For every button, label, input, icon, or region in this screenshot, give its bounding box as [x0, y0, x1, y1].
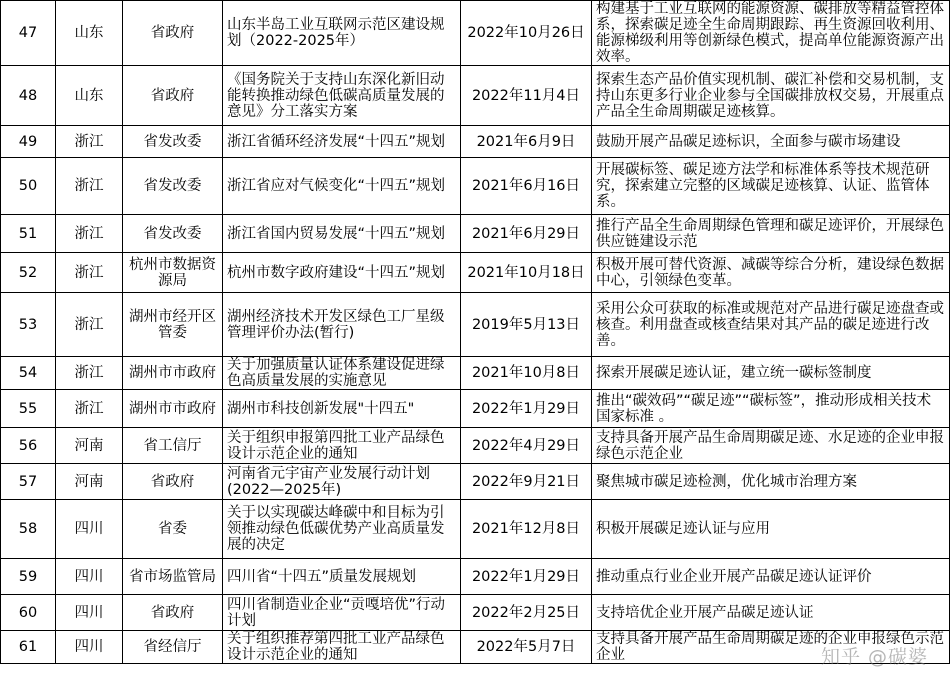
row-number: 50 [1, 158, 56, 215]
policy-title-cell: 湖州经济技术开发区绿色工厂星级管理评价办法(暂行) [223, 293, 461, 357]
row-number: 48 [1, 66, 56, 126]
department-cell: 省经信厅 [123, 631, 223, 664]
table-row [1, 631, 950, 664]
department-cell: 省发改委 [123, 126, 223, 158]
date-cell: 2019年5月13日 [461, 293, 592, 357]
policy-title-cell: 浙江省应对气候变化“十四五”规划 [223, 158, 461, 215]
content-cell: 采用公众可获取的标准或规范对产品进行碳足迹盘查或核查。利用盘查或核查结果对其产品的碳足迹进行改善。 [592, 293, 950, 357]
content-cell: 支持具备开展产品生命周期碳足迹、水足迹的企业申报绿色示范企业 [592, 428, 950, 464]
policy-title-cell: 湖州市科技创新发展"十四五" [223, 390, 461, 428]
date-cell: 2022年11月4日 [461, 66, 592, 126]
row-number: 56 [1, 428, 56, 464]
department-cell: 省政府 [123, 464, 223, 500]
watermark: 知乎 @碳婆 [820, 646, 928, 668]
content-cell: 探索开展碳足迹认证，建立统一碳标签制度 [592, 357, 950, 390]
policy-title-cell: 山东半岛工业互联网示范区建设规划（2022-2025年） [223, 1, 461, 66]
date-cell: 2021年6月16日 [461, 158, 592, 215]
date-cell: 2021年10月8日 [461, 357, 592, 390]
policy-table-body [1, 1, 950, 664]
row-number: 47 [1, 1, 56, 66]
province-cell: 四川 [56, 631, 123, 664]
province-cell: 浙江 [56, 390, 123, 428]
date-cell: 2022年5月7日 [461, 631, 592, 664]
date-cell: 2022年1月29日 [461, 390, 592, 428]
date-cell: 2021年10月18日 [461, 253, 592, 293]
province-cell: 山东 [56, 1, 123, 66]
table-row [1, 390, 950, 428]
province-cell: 浙江 [56, 293, 123, 357]
table-row [1, 500, 950, 559]
province-cell: 河南 [56, 428, 123, 464]
date-cell: 2022年10月26日 [461, 1, 592, 66]
table-row [1, 215, 950, 253]
province-cell: 河南 [56, 464, 123, 500]
policy-title-cell: 四川省“十四五”质量发展规划 [223, 559, 461, 595]
policy-title-cell: 关于组织推荐第四批工业产品绿色设计示范企业的通知 [223, 631, 461, 664]
policy-title-cell: 杭州市数字政府建设“十四五”规划 [223, 253, 461, 293]
department-cell: 省政府 [123, 595, 223, 631]
row-number: 57 [1, 464, 56, 500]
row-number: 61 [1, 631, 56, 664]
province-cell: 四川 [56, 500, 123, 559]
table-row [1, 126, 950, 158]
table-row [1, 66, 950, 126]
table-row [1, 253, 950, 293]
department-cell: 省政府 [123, 1, 223, 66]
department-cell: 湖州市经开区管委 [123, 293, 223, 357]
province-cell: 浙江 [56, 253, 123, 293]
province-cell: 浙江 [56, 158, 123, 215]
department-cell: 湖州市市政府 [123, 390, 223, 428]
table-row [1, 595, 950, 631]
row-number: 58 [1, 500, 56, 559]
date-cell: 2021年6月9日 [461, 126, 592, 158]
date-cell: 2022年9月21日 [461, 464, 592, 500]
department-cell: 省发改委 [123, 158, 223, 215]
date-cell: 2022年2月25日 [461, 595, 592, 631]
department-cell: 省发改委 [123, 215, 223, 253]
policy-title-cell: 《国务院关于支持山东深化新旧动能转换推动绿色低碳高质量发展的意见》分工落实方案 [223, 66, 461, 126]
province-cell: 浙江 [56, 126, 123, 158]
table-row [1, 158, 950, 215]
table-row [1, 1, 950, 66]
row-number: 53 [1, 293, 56, 357]
content-cell: 推出“碳效码”“碳足迹”“碳标签”，推动形成相关技术国家标准 。 [592, 390, 950, 428]
province-cell: 浙江 [56, 215, 123, 253]
province-cell: 四川 [56, 595, 123, 631]
row-number: 49 [1, 126, 56, 158]
content-cell: 积极开展可替代资源、减碳等综合分析，建设绿色数据中心，引领绿色变革。 [592, 253, 950, 293]
date-cell: 2022年1月29日 [461, 559, 592, 595]
date-cell: 2021年6月29日 [461, 215, 592, 253]
policy-title-cell: 关于组织申报第四批工业产品绿色设计示范企业的通知 [223, 428, 461, 464]
province-cell: 山东 [56, 66, 123, 126]
table-row [1, 428, 950, 464]
row-number: 59 [1, 559, 56, 595]
department-cell: 省市场监管局 [123, 559, 223, 595]
date-cell: 2021年12月8日 [461, 500, 592, 559]
table-row [1, 559, 950, 595]
row-number: 51 [1, 215, 56, 253]
content-cell: 支持具备开展产品生命周期碳足迹的企业申报绿色示范企业 [592, 631, 950, 664]
table-row [1, 293, 950, 357]
department-cell: 省委 [123, 500, 223, 559]
row-number: 52 [1, 253, 56, 293]
content-cell: 积极开展碳足迹认证与应用 [592, 500, 950, 559]
content-cell: 构建基于工业互联网的能源资源、碳排放等精益管控体系，探索碳足迹全生命周期跟踪、再生资源回收利用、能源梯级利用等创新绿色模式，提高单位能源资源产出效率。 [592, 1, 950, 66]
department-cell: 杭州市数据资源局 [123, 253, 223, 293]
policy-title-cell: 关于加强质量认证体系建设促进绿色高质量发展的实施意见 [223, 357, 461, 390]
department-cell: 湖州市市政府 [123, 357, 223, 390]
department-cell: 省政府 [123, 66, 223, 126]
policy-title-cell: 河南省元宇宙产业发展行动计划(2022—2025年) [223, 464, 461, 500]
table-row [1, 357, 950, 390]
content-cell: 支持培优企业开展产品碳足迹认证 [592, 595, 950, 631]
content-cell: 探索生态产品价值实现机制、碳汇补偿和交易机制，支持山东更多行业企业参与全国碳排放权交易，开展重点产品全生命周期碳足迹核算。 [592, 66, 950, 126]
content-cell: 推动重点行业企业开展产品碳足迹认证评价 [592, 559, 950, 595]
province-cell: 浙江 [56, 357, 123, 390]
date-cell: 2022年4月29日 [461, 428, 592, 464]
content-cell: 开展碳标签、碳足迹方法学和标准体系等技术规范研究，探索建立完整的区域碳足迹核算、认证、监管体系。 [592, 158, 950, 215]
row-number: 54 [1, 357, 56, 390]
policy-title-cell: 四川省制造业企业“贡嘎培优”行动计划 [223, 595, 461, 631]
province-cell: 四川 [56, 559, 123, 595]
content-cell: 聚焦城市碳足迹检测，优化城市治理方案 [592, 464, 950, 500]
content-cell: 推行产品全生命周期绿色管理和碳足迹评价，开展绿色供应链建设示范 [592, 215, 950, 253]
table-row [1, 464, 950, 500]
policy-title-cell: 关于以实现碳达峰碳中和目标为引领推动绿色低碳优势产业高质量发展的决定 [223, 500, 461, 559]
row-number: 60 [1, 595, 56, 631]
policy-title-cell: 浙江省循环经济发展“十四五”规划 [223, 126, 461, 158]
department-cell: 省工信厅 [123, 428, 223, 464]
row-number: 55 [1, 390, 56, 428]
content-cell: 鼓励开展产品碳足迹标识，全面参与碳市场建设 [592, 126, 950, 158]
policy-title-cell: 浙江省国内贸易发展“十四五”规划 [223, 215, 461, 253]
